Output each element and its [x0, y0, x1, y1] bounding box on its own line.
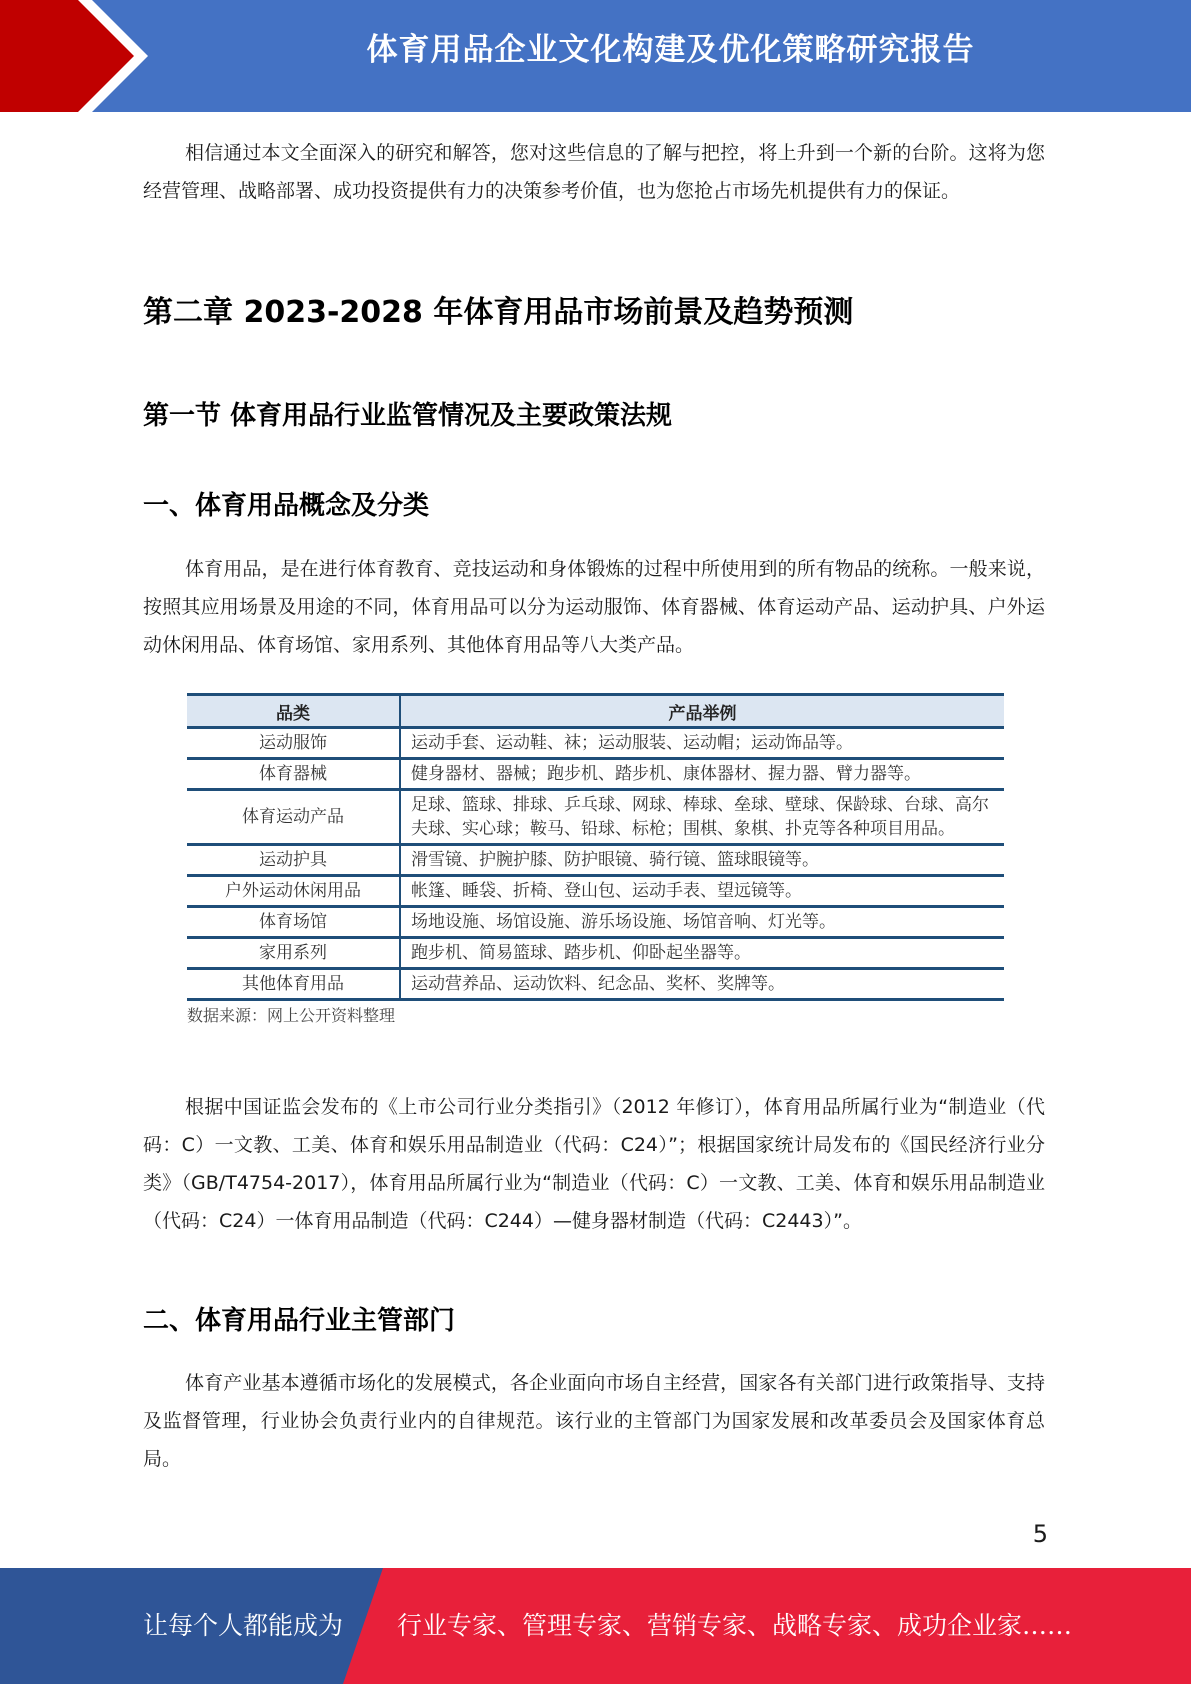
table-header-examples: 产品举例 — [400, 695, 1004, 728]
table-row — [187, 759, 1004, 790]
table-cell-category: 体育场馆 — [187, 907, 400, 938]
report-header — [0, 0, 1191, 112]
table-cell-category: 体育运动产品 — [187, 790, 400, 845]
authority-paragraph: 体育产业基本遵循市场化的发展模式，各企业面向市场自主经营，国家各有关部门进行政策指导、支持及监督管理，行业协会负责行业内的自律规范。该行业的主管部门为国家发展和改革委员会及国家体育总局。 — [143, 1372, 1045, 1470]
table-cell-category: 户外运动休闲用品 — [187, 876, 400, 907]
table-cell-examples: 帐篷、睡袋、折椅、登山包、运动手表、望远镜等。 — [400, 876, 1004, 907]
table-cell-category: 其他体育用品 — [187, 969, 400, 1000]
table-row — [187, 790, 1004, 845]
table-cell-examples: 健身器材、器械；跑步机、踏步机、康体器材、握力器、臂力器等。 — [400, 759, 1004, 790]
concept-block — [143, 550, 1045, 664]
section-title: 第一节 体育用品行业监管情况及主要政策法规 — [143, 401, 673, 431]
table-row — [187, 876, 1004, 907]
table-cell-examples: 滑雪镜、护腕护膝、防护眼镜、骑行镜、篮球眼镜等。 — [400, 845, 1004, 876]
table-cell-category: 运动服饰 — [187, 728, 400, 759]
industry-block — [143, 1088, 1045, 1240]
report-title: 体育用品企业文化构建及优化策略研究报告 — [366, 32, 975, 68]
table-row — [187, 969, 1004, 1000]
header-chevron-icon — [0, 0, 170, 112]
category-table-wrapper — [187, 693, 1004, 1026]
chapter-title: 第二章 2023-2028 年体育用品市场前景及趋势预测 — [143, 295, 854, 330]
table-cell-category: 体育器械 — [187, 759, 400, 790]
table-cell-examples: 运动手套、运动鞋、袜；运动服装、运动帽；运动饰品等。 — [400, 728, 1004, 759]
table-cell-examples: 运动营养品、运动饮料、纪念品、奖杯、奖牌等。 — [411, 974, 785, 994]
page-number: 5 — [1032, 1520, 1048, 1548]
table-row — [187, 907, 1004, 938]
table-header-row — [187, 695, 1004, 728]
category-table — [187, 693, 1004, 1001]
table-row — [187, 728, 1004, 759]
report-footer — [0, 1568, 1191, 1684]
table-row — [187, 938, 1004, 969]
table-cell-examples: 场地设施、场馆设施、游乐场设施、场馆音响、灯光等。 — [400, 907, 1004, 938]
concept-paragraph: 体育用品，是在进行体育教育、竞技运动和身体锻炼的过程中所使用到的所有物品的统称。一般来说，按照其应用场景及用途的不同，体育用品可以分为运动服饰、体育器械、体育运动产品、运动护具、户外运动休闲用品、体育场馆、家用系列、其他体育用品等八大类产品。 — [143, 558, 1045, 656]
table-cell-category: 家用系列 — [187, 938, 400, 969]
table-source-note: 数据来源：网上公开资料整理 — [187, 1006, 396, 1025]
table-cell-examples: 足球、篮球、排球、乒乓球、网球、棒球、垒球、壁球、保龄球、台球、高尔夫球、实心球；鞍马、铅球、标枪；围棋、象棋、扑克等各种项目用品。 — [400, 790, 1004, 845]
subsection-title-concept: 一、体育用品概念及分类 — [143, 491, 430, 521]
table-row — [187, 845, 1004, 876]
intro-block — [143, 134, 1045, 210]
footer-slogan-right: 行业专家、管理专家、营销专家、战略专家、成功企业家…… — [397, 1611, 1073, 1640]
intro-paragraph: 相信通过本文全面深入的研究和解答，您对这些信息的了解与把控，将上升到一个新的台阶。这将为您经营管理、战略部署、成功投资提供有力的决策参考价值，也为您抢占市场先机提供有力的保证。 — [143, 142, 1045, 202]
industry-paragraph: 根据中国证监会发布的《上市公司行业分类指引》（2012 年修订），体育用品所属行业为“制造业（代码：C）一文教、工美、体育和娱乐用品制造业（代码：C24）”；根据国家统计局发布的《国民经济行业分类》（GB/T4754-2017），体育用品所属行业为“制造业（代码：C）一文教、工美、体育和娱乐用品制造业（代码：C24）一体育用品制造（代码：C244）—健身器材制造（代码：C2443）”。 — [143, 1096, 1045, 1232]
table-cell-examples: 跑步机、简易篮球、踏步机、仰卧起坐器等。 — [400, 938, 1004, 969]
authority-block — [143, 1364, 1045, 1478]
subsection-title-authority: 二、体育用品行业主管部门 — [143, 1306, 456, 1336]
footer-slogan-left: 让每个人都能成为 — [143, 1611, 344, 1640]
table-cell-category: 运动护具 — [187, 845, 400, 876]
table-header-category: 品类 — [187, 695, 400, 728]
